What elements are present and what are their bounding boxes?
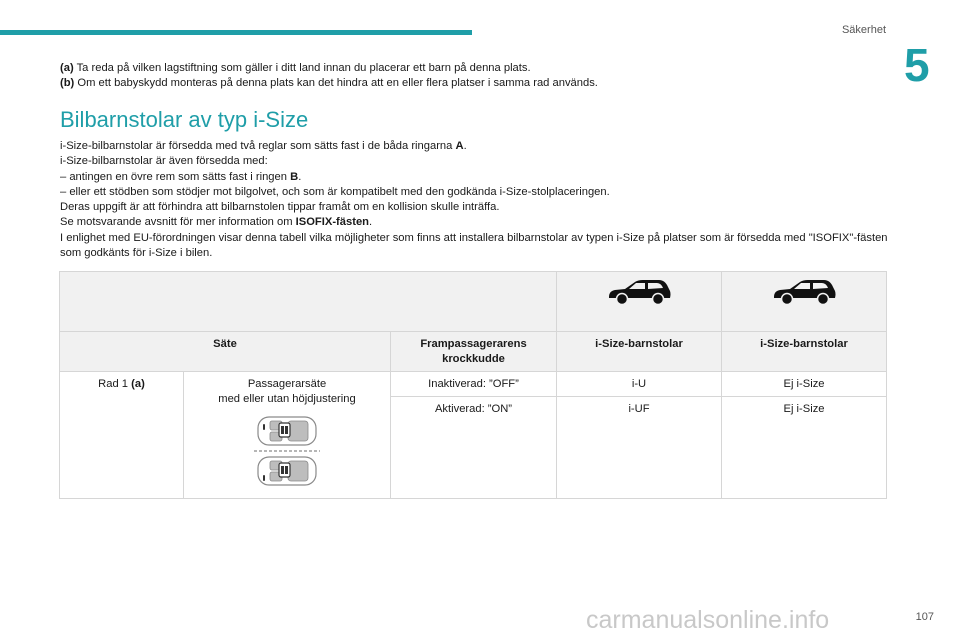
note-a: (a) Ta reda på vilken lagstiftning som gäller i ditt land innan du placerar ett barn på denna plats.	[60, 62, 531, 74]
header-cell: Säte	[60, 332, 391, 372]
car-side-icon	[770, 277, 838, 307]
paragraph: I enlighet med EU-förordningen visar denna tabell vilka möjligheter som finns att installera bilbarnstolar av typen i-Size på platser som är försedda med "ISOFIX"-fästen som godkänts för i-Size i bilen.	[60, 231, 888, 260]
table-cell: Ej i-Size	[722, 397, 887, 499]
table-row	[60, 372, 887, 397]
table-cell: Ej i-Size	[722, 372, 887, 397]
paragraph: i-Size-bilbarnstolar är försedda med två reglar som sätts fast i de båda ringarna A.	[60, 140, 467, 152]
seat-cell	[184, 372, 391, 499]
seat-label: Passagerarsäte med eller utan höjdjustering	[218, 378, 356, 405]
header-cell: i-Size-barnstolar	[557, 332, 722, 372]
note-b: (b) Om ett babyskydd monteras på denna plats kan det hindra att en eller flera platser i samma rad används.	[60, 77, 598, 89]
table-icon-row	[60, 272, 887, 332]
header-cell: i-Size-barnstolar	[722, 332, 887, 372]
car-side-icon	[605, 277, 673, 307]
table-cell: i-U	[557, 372, 722, 397]
footnotes	[60, 61, 880, 91]
list-item: – eller ett stödben som stödjer mot bilgolvet, och som är kompatibelt med den godkända i-Size-stolplaceringen.	[60, 185, 610, 198]
table-header-row	[60, 332, 887, 372]
chapter-number: 5	[904, 39, 930, 91]
car-seat-diagram-icon	[252, 413, 322, 489]
header-cell: Frampassagerarens krockkudde	[391, 332, 557, 372]
top-accent-bar	[0, 30, 472, 35]
section-title: Säkerhet	[841, 24, 886, 36]
table-cell: Inaktiverad: ”OFF”	[391, 372, 557, 397]
paragraph: Se motsvarande avsnitt för mer information om ISOFIX-fästen.	[60, 216, 373, 229]
isize-table	[59, 271, 887, 499]
table-cell: i-UF	[557, 397, 722, 499]
watermark: carmanualsonline.info	[586, 606, 830, 634]
list-item: – antingen en övre rem som sätts fast i ringen B.	[60, 170, 302, 183]
table-cell: Aktiverad: ”ON”	[391, 397, 557, 499]
row-label-cell: Rad 1 (a)	[60, 372, 184, 499]
page-number: 107	[915, 611, 934, 623]
paragraph: Deras uppgift är att förhindra att bilbarnstolen tippar framåt om en kollision skulle inträffa.	[60, 201, 500, 214]
page-title: Bilbarnstolar av typ i-Size	[60, 107, 309, 132]
paragraph: i-Size-bilbarnstolar är även försedda med:	[60, 155, 268, 168]
body-text	[60, 139, 890, 261]
